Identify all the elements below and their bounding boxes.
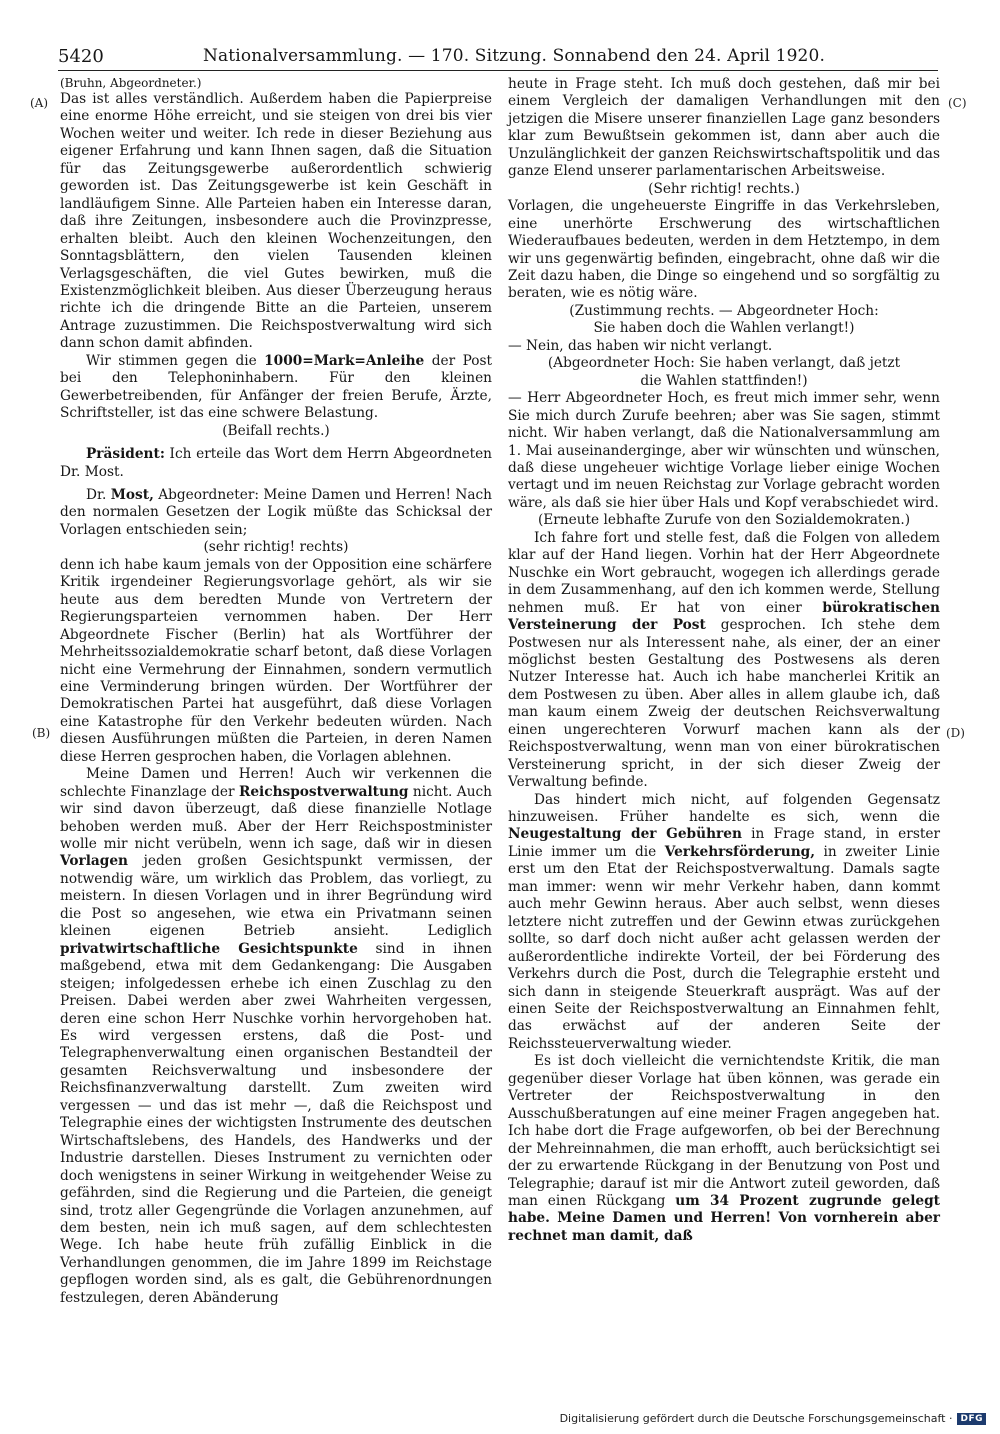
- paragraph: Das hindert mich nicht, auf folgenden Gegensatz hinzuweisen. Früher handelte es sich, wenn die Neugestaltung der Gebühren in Frage stand, in erster Linie immer um die Verkehrsförderung, in zweiter Linie erst um den Etat der Reichspostverwaltung. Damals sagte man immer: wenn wir mehr Verkehr haben, dann kommt auch mehr Gewinn heraus. Aber auch selbst, wenn dieses letztere nicht zutreffen und der Gewinn etwas zurückgehen sollte, so darf doch nicht außer acht gelassen werden der außerordentliche indirekte Vorteil, der bei Förderung des Verkehrs durch die Post, durch die Telegraphie ersteht und sich dann in steigende Steuerkraft ausprägt. Was auf der einen Seite der Reichspostverwaltung an Einnahmen fehlt, das erwächst auf der anderen Seite der Reichssteuerverwaltung wieder.: [508, 791, 940, 1052]
- right-column: [508, 76, 940, 1245]
- speaker-paragraph: Dr. Most, Abgeordneter: Meine Damen und Herren! Nach den normalen Gesetzen der Logik müßte das Schicksal der Vorlagen entschieden sein;: [60, 486, 492, 538]
- page-header: [58, 44, 938, 71]
- paragraph: — Nein, das haben wir nicht verlangt.: [508, 337, 773, 354]
- paragraph: Ich fahre fort und stelle fest, daß die Folgen von alledem klar auf der Hand liegen. Vorhin hat der Herr Abgeordnete Nuschke ein Wort gebraucht, wogegen ich allerdings gerade in dem Zusammenhang, auf den ich kommen werde, Stellung nehmen muß. Er hat von einer bürokratischen Versteinerung der Post gesprochen. Ich stehe dem Postwesen nur als Interessent nahe, als einer, der an einer möglichst besten Gestaltung des Postwesens als deren Nutzer Interesse hat. Auch ich habe mancherlei Kritik an dem Postwesen zu üben. Aber alles in allem glaube ich, daß man kaum einem Zweig der deutschen Reichsverwaltung einen ungerechteren Vorwurf machen kann als der Reichspostverwaltung, wenn man von einer bürokratischen Versteinerung spricht, in der sich dieser Zweig der Verwaltung befinde.: [508, 529, 940, 791]
- bold-term: Neugestaltung der Gebühren: [508, 826, 742, 843]
- footer-text: Digitalisierung gefördert durch die Deutsche Forschungsgemeinschaft ·: [559, 1412, 953, 1425]
- interjection: (Erneute lebhafte Zurufe von den Sozialdemokraten.): [537, 512, 911, 529]
- speaker-continuation: (Bruhn, Abgeordneter.): [60, 76, 202, 90]
- margin-marker-c: (C): [948, 96, 967, 110]
- paragraph: Das ist alles verständlich. Außerdem haben die Papierpreise eine enorme Höhe erreicht, und sie steigen von drei bis vier Wochen weiter und weiter. Ich rede in dieser Beziehung aus eigener Erfahrung und kann Ihnen sagen, daß die Situation für das Zeitungsgewerbe außerordentlich schwierig geworden ist. Das Zeitungsgewerbe ist kein Geschäft in landläufigem Sinne. Alle Parteien haben ein Interesse daran, daß ihre Zeitungen, insbesondere auch die Provinzpresse, erhalten bleibt. Auch den kleinen Wochenzeitungen, den Sonntagsblättern, den vielen Tausenden kleinen Verlagsgeschäften, die viel Gutes bewirken, muß die Existenzmöglichkeit bleiben. Aus dieser Überzeugung heraus richte ich die dringende Bitte an die Parteien, unserem Antrage zuzustimmen. Die Reichspostverwaltung wird sich dann schon damit abfinden.: [60, 91, 492, 352]
- interjection: (Abgeordneter Hoch: Sie haben verlangt, daß jetzt die Wahlen stattfinden!): [547, 355, 901, 389]
- margin-marker-b: (B): [32, 726, 51, 740]
- paragraph: — Herr Abgeordneter Hoch, es freut mich immer sehr, wenn Sie mich durch Zurufe beehren; aber was Sie sagen, stimmt nicht. Wir haben verlangt, daß die Nationalversammlung am 1. Mai auseinanderginge, aber wir wünschten und wünschen, daß diese ungeheuer wichtige Vorlage lieber einige Wochen vertagt und im neuen Reichstag zur Vorlage gebracht worden wäre, als daß sie hier über Hals und Kopf verabschiedet wird.: [508, 390, 940, 511]
- interjection: (sehr richtig! rechts): [203, 539, 349, 556]
- page-number: 5420: [58, 46, 104, 67]
- bold-term: Vorlagen: [60, 853, 129, 870]
- bold-term: privatwirtschaftliche Gesichtspunkte: [60, 940, 358, 957]
- speaker-name: Most,: [110, 486, 154, 503]
- interjection: (Beifall rechts.): [222, 422, 330, 439]
- interjection: (Zustimmung rechts. — Abgeordneter Hoch: Sie haben doch die Wahlen verlangt!): [569, 302, 879, 337]
- left-column: [60, 76, 492, 1307]
- interjection: (Sehr richtig! rechts.): [648, 180, 800, 197]
- speaker-paragraph: Präsident: Ich erteile das Wort dem Herrn Abgeordneten Dr. Most.: [60, 446, 492, 480]
- margin-marker-d: (D): [946, 726, 965, 740]
- bold-term: 1000=Mark=Anleihe: [264, 352, 425, 369]
- paragraph: denn ich habe kaum jemals von der Opposition eine schärfere Kritik irgendeiner Regierungsvorlage gehört, als wir sie heute aus dem beredten Munde von Vertretern der Regierungsparteien vernommen haben. Der Herr Abgeordnete Fischer (Berlin) hat als Wortführer der Mehrheitssozialdemokratie scharf betont, daß diese Vorlagen nicht eine Vermehrung der Einnahmen, sondern vermutlich eine Verminderung bringen würden. Der Wortführer der Demokratischen Partei hat ausgeführt, daß diese Vorlagen eine Katastrophe für den Verkehr bedeuten würden. Nach diesen Ausführungen müßten die Parteien, in deren Namen diese Herren gesprochen haben, die Vorlagen ablehnen.: [60, 556, 492, 765]
- bold-term: Reichspostverwaltung: [238, 783, 409, 800]
- bold-term: bürokratischen Versteinerung der Post: [508, 599, 940, 634]
- speaker-name: Präsident:: [86, 446, 165, 463]
- digitization-footer: [560, 1412, 986, 1425]
- running-head: Nationalversammlung. — 170. Sitzung. Sonnabend den 24. April 1920.: [203, 46, 826, 66]
- paragraph: Meine Damen und Herren! Auch wir verkennen die schlechte Finanzlage der Reichspostverwaltung nicht. Auch wir sind davon überzeugt, daß diese finanzielle Notlage behoben werden muß. Aber der Herr Reichspostminister wolle mir nicht verübeln, wenn ich sage, daß wir in diesen Vorlagen jeden großen Gesichtspunkt vermissen, der notwendig wäre, um wirklich das Problem, das vorliegt, zu meistern. In diesen Vorlagen und in ihrer Begründung wird die Post so angesehen, wie etwa ein Privatmann seinen kleinen eigenen Betrieb ansieht. Lediglich privatwirtschaftliche Gesichtspunkte sind in ihnen maßgebend, etwa mit dem Gedankengang: Die Ausgaben steigen; infolgedessen erhebe ich einen Zuschlag zu den Preisen. Dabei werden aber zwei Wahrheiten vergessen, deren eine schon Herr Nuschke vorhin hervorgehoben hat. Es wird vergessen erstens, daß die Post- und Telegraphenverwaltung einen organischen Bestandteil der gesamten Reichsverwaltung und insbesondere der Reichsfinanzverwaltung darstellt. Zum zweiten wird vergessen — und das ist mehr —, daß die Reichspost und Telegraphie eines der wichtigsten Instrumente des deutschen Wirtschaftslebens, des Handels, des Handwerks und der Industrie darstellen. Dieses Instrument zu vernichten oder doch wenigstens in seiner Wirkung in weitgehender Weise zu gefährden, sind die Regierung und die Parteien, die geneigt sind, trotz aller Gegengründe die Vorlagen anzunehmen, auf dem besten, nein ich muß sagen, auf dem schlechtesten Wege. Ich habe heute früh zufällig Einblick in die Verhandlungen genommen, die im Jahre 1899 im Reichstage gepflogen worden sind, als es galt, die Gebührenordnungen festzulegen, deren Abänderung: [60, 766, 492, 1306]
- paragraph: Wir stimmen gegen die 1000=Mark=Anleihe der Post bei den Telephoninhabern. Für den kleinen Gewerbetreibenden, für Anfänger der freien Berufe, Ärzte, Schriftsteller, ist das eine schwere Belastung.: [60, 352, 492, 422]
- paragraph: Es ist doch vielleicht die vernichtendste Kritik, die man gegenüber dieser Vorlage hat üben können, was gerade ein Vertreter der Reichspostverwaltung in den Ausschußberatungen auf eine meiner Fragen angegeben hat. Ich habe dort die Frage aufgeworfen, ob bei der Berechnung der Mehreinnahmen, die man erhofft, auch berücksichtigt sei der zu erwartende Rückgang in der Benutzung von Post und Telegraphie; darauf ist mir die Antwort zuteil geworden, daß man einen Rückgang um 34 Prozent zugrunde gelegt habe. Meine Damen und Herren! Von vornherein aber rechnet man damit, daß: [508, 1053, 940, 1244]
- paragraph: heute in Frage steht. Ich muß doch gestehen, daß mir bei einem Vergleich der damaligen Verhandlungen mit den jetzigen die Misere unserer finanziellen Lage ganz besonders klar zum Bewußtsein gekommen ist, dann aber auch die Unzulänglichkeit der ganzen Reichswirtschaftspolitik und das ganze Elend unserer parlamentarischen Arbeitsweise.: [508, 76, 940, 180]
- bold-term: Verkehrsförderung,: [664, 843, 816, 860]
- paragraph: Vorlagen, die ungeheuerste Eingriffe in das Verkehrsleben, eine unerhörte Erschwerung des wirtschaftlichen Wiederaufbaues bedeuten, werden in dem Hetztempo, in dem wir uns gegenwärtig befinden, eingebracht, ohne daß wir die Zeit dazu haben, die Dinge so eingehend und so sorgfältig zu beraten, wie es nötig wäre.: [508, 198, 940, 302]
- bold-term: um 34 Prozent zugrunde gelegt habe. Meine Damen und Herren! Von vornherein aber rechnet man damit, daß: [508, 1193, 940, 1244]
- dfg-logo-icon: DFG: [957, 1413, 986, 1425]
- margin-marker-a: (A): [30, 96, 49, 110]
